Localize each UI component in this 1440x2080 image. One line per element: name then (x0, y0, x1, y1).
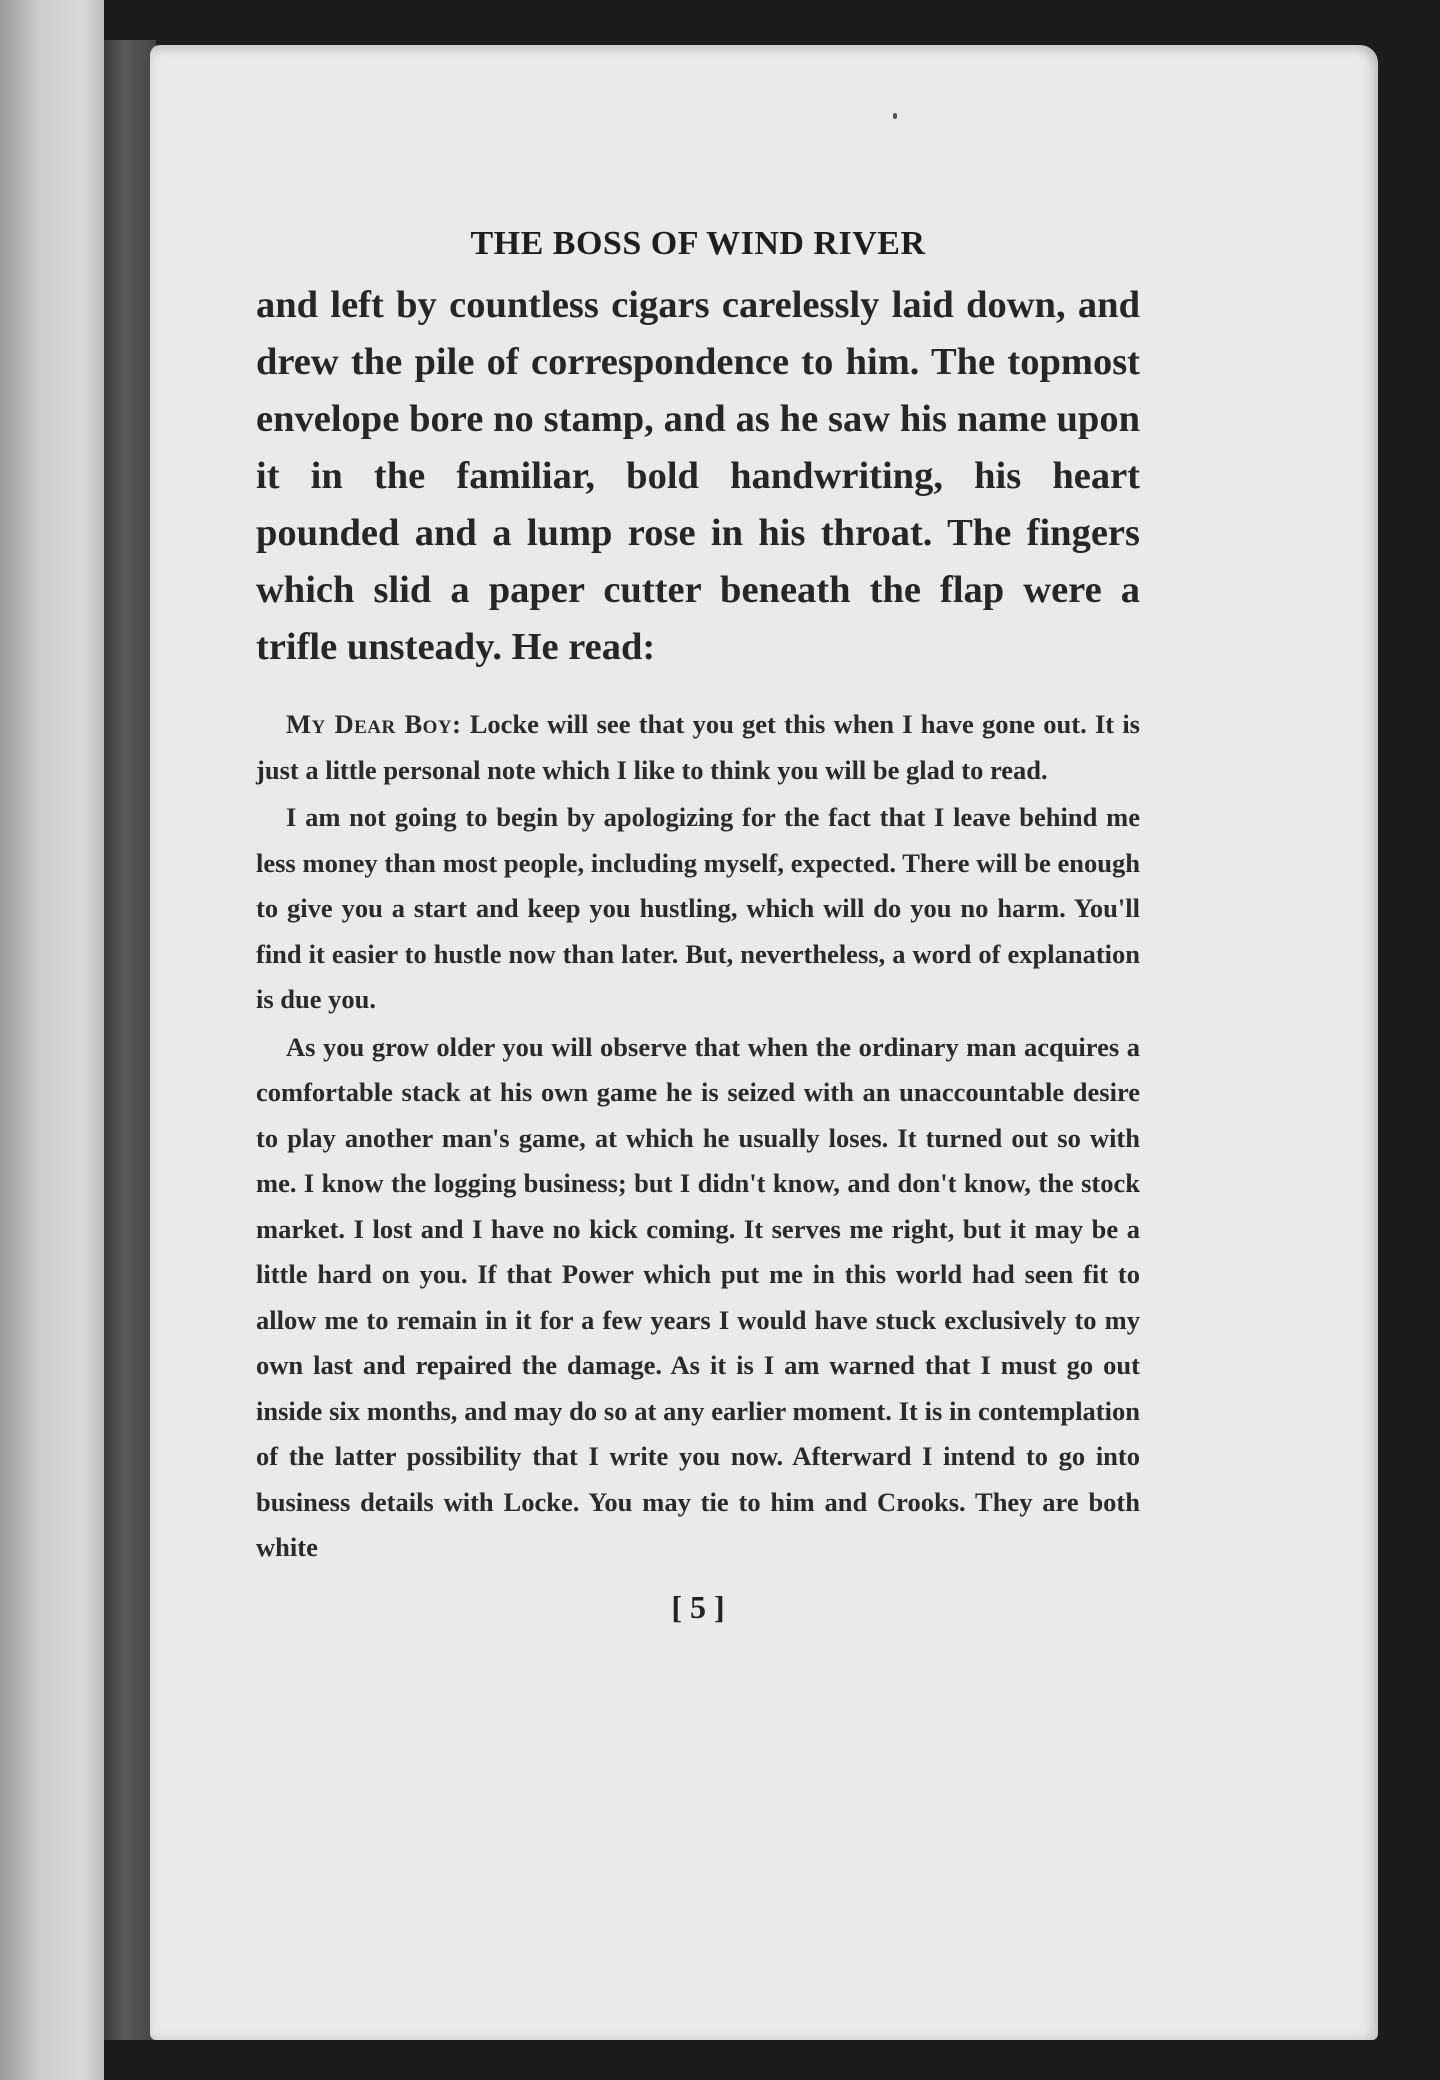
main-paragraph: and left by countless cigars carelessly laid down, and drew the pile of correspondence to him. The topmost envelope bore no stamp, and as he saw his name upon it in the familiar, bold handwriting, his heart pounded and a lump rose in his throat. The fingers which slid a paper cutter beneath the flap were a trifle unsteady. He read: (256, 284, 1140, 668)
letter (256, 702, 1140, 1571)
page-text (256, 225, 1140, 1626)
letter-paragraph-1 (256, 702, 1140, 793)
facing-page-edge (0, 0, 104, 2080)
page-number: [ 5 ] (671, 1588, 725, 1625)
ink-speck (893, 113, 897, 119)
letter-paragraph-2: I am not going to begin by apologizing for the fact that I leave behind me less money than most people, including myself, expected. There will be enough to give you a start and keep you hustling, which will do you no harm. You'll find it easier to hustle now than later. But, nevertheless, a word of explanation is due you. (256, 802, 1140, 1014)
salutation: My Dear Boy: (286, 709, 462, 739)
running-head: THE BOSS OF WIND RIVER (470, 225, 926, 262)
letter-paragraph-3: As you grow older you will observe that when the ordinary man acquires a comfortable stack at his own game he is seized with an unaccountable desire to play another man's game, at which he usually loses. It turned out so with me. I know the logging business; but I didn't know, and don't know, the stock market. I lost and I have no kick coming. It serves me right, but it may be a little hard on you. If that Power which put me in this world had seen fit to allow me to remain in it for a few years I would have stuck exclusively to my own last and repaired the damage. As it is I am warned that I must go out inside six months, and may do so at any earlier moment. It is in contemplation of the latter possibility that I write you now. Afterward I intend to go into business details with Locke. You may tie to him and Crooks. They are both white (256, 1031, 1140, 1562)
letter-paragraph-1-text: Locke will see that you get this when I have gone out. It is just a little personal note which I like to think you will be glad to read. (256, 709, 1140, 785)
book-gutter (104, 40, 156, 2040)
